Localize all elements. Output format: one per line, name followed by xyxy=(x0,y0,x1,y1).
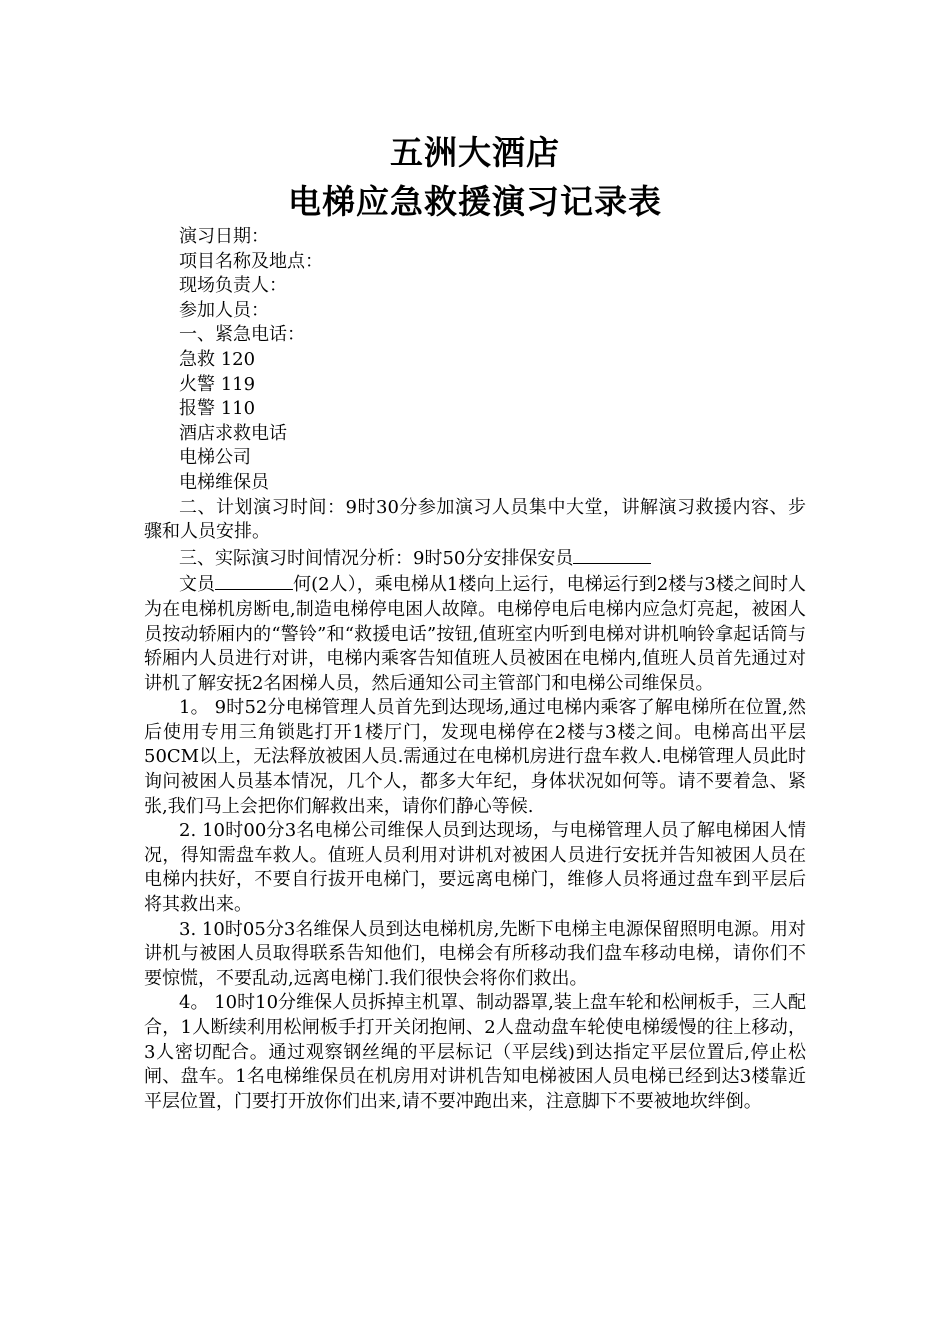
actual-p1-middle: 何(2人），乘电梯从1楼向上运行，电梯运行到2楼与3楼之间时人为在电梯机房断电,制造电梯停电困人故障。电梯停电后电梯内应急灯亮起，被困人员按动轿厢内的“警铃”和“救援电话”按钮,值班室内听到电梯对讲机响铃拿起话筒与轿厢内人员进行对讲，电梯内乘客告知值班人员被困在电梯内,值班人员首先通过对讲机了解安抚2名困梯人员，然后通知公司主管部门和电梯公司维保员。 xyxy=(144,574,806,694)
emergency-item: 急救 120 xyxy=(179,348,256,370)
emergency-heading: 一、紧急电话： xyxy=(179,324,305,346)
project-location-field: 项目名称及地点： xyxy=(179,250,323,272)
step-paragraph: 1。 9时52分电梯管理人员首先到达现场,通过电梯内乘客了解电梯所在位置,然后使用专用三角锁匙打开1楼厅门，发现电梯停在2楼与3楼之间。电梯高出平层50CM以上，无法释放被困人员.需通过在电梯机房进行盘车救人.电梯管理人员此时询问被困人员基本情况，几个人，都多大年纪，身体状况如何等。请不要着急、紧张,我们马上会把你们解救出来，请你们静心等候. xyxy=(144,697,806,817)
emergency-item: 电梯维保员 xyxy=(179,471,269,493)
hotel-title: 五洲大酒店 xyxy=(390,133,560,172)
participants-field: 参加人员： xyxy=(179,299,269,321)
plan-paragraph: 二、计划演习时间：9时30分参加演习人员集中大堂，讲解演习救援内容、步骤和人员安排。 xyxy=(144,496,806,543)
blank-clerk xyxy=(215,571,293,590)
emergency-item: 火警 119 xyxy=(179,373,256,395)
form-title: 电梯应急救援演习记录表 xyxy=(288,182,662,221)
step-paragraph: 3. 10时05分3名维保人员到达电梯机房,先断下电梯主电源保留照明电源。用对讲机与被困人员取得联系告知他们，电梯会有所移动我们盘车移动电梯，请你们不要惊慌，不要乱动,远离电梯门.我们很快会将你们救出。 xyxy=(144,918,806,989)
document-body xyxy=(144,225,806,1114)
blank-security-guard xyxy=(573,545,651,564)
actual-p1-start: 文员 xyxy=(179,574,216,596)
step-paragraph: 4。 10时10分维保人员拆掉主机罩、制动器罩,装上盘车轮和松闸板手，三人配合，1人断续利用松闸板手打开关闭抱闸、2人盘动盘车轮使电梯缓慢的往上移动，3人密切配合。通过观察钢丝绳的平层标记（平层线)到达指定平层位置后,停止松闸、盘车。1名电梯维保员在机房用对讲机告知电梯被困人员电梯已经到达3楼靠近平层位置，门要打开放你们出来,请不要冲跑出来，注意脚下不要被地坎绊倒。 xyxy=(144,992,806,1112)
site-leader-field: 现场负责人： xyxy=(179,275,287,297)
emergency-item: 酒店求救电话 xyxy=(179,422,287,444)
actual-heading-line xyxy=(144,545,806,572)
actual-heading: 三、实际演习时间情况分析：9时50分安排保安员 xyxy=(179,547,574,569)
drill-date-field: 演习日期： xyxy=(179,226,269,247)
actual-paragraph xyxy=(144,571,806,696)
emergency-item: 电梯公司 xyxy=(179,447,251,469)
emergency-item: 报警 110 xyxy=(179,398,256,420)
step-paragraph: 2. 10时00分3名电梯公司维保人员到达现场，与电梯管理人员了解电梯困人情况，得知需盘车救人。值班人员利用对讲机对被困人员进行安抚并告知被困人员在电梯内扶好，不要自行拔开电梯门，要远离电梯门，维修人员将通过盘车到平层后将其救出来。 xyxy=(144,820,806,916)
